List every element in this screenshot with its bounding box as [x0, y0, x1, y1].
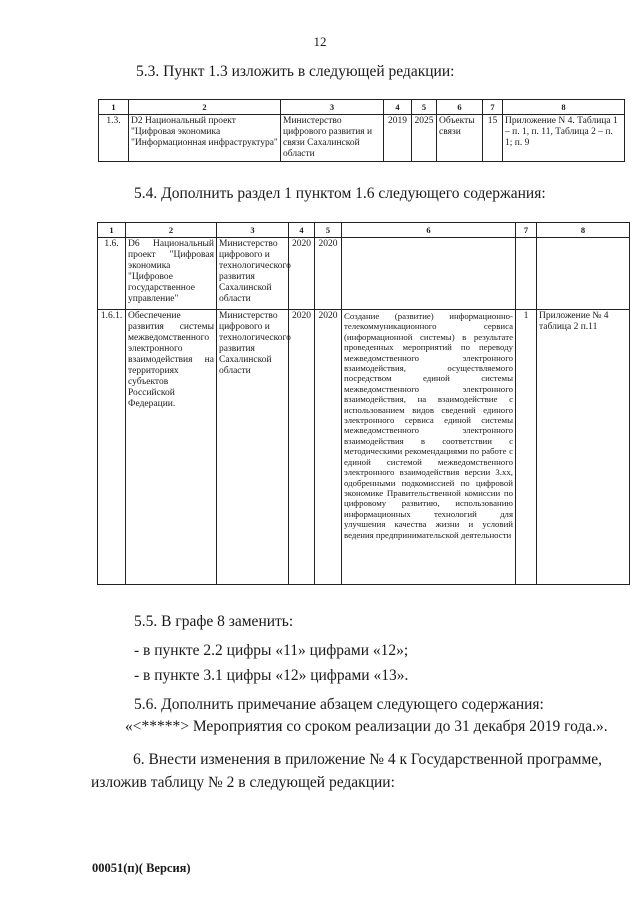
table-row	[98, 238, 630, 310]
table-2-header-cell: 5	[315, 223, 342, 238]
executor: Министерство цифрового развития и связи Сахалинской области	[281, 115, 384, 162]
table-1-header-cell: 2	[129, 100, 281, 115]
table-row	[98, 310, 630, 585]
event-name: D2 Национальный проект "Цифровая экономика "Информационная инфраструктура"	[129, 115, 281, 162]
link-to-appendix: Приложение N 4. Таблица 1 – п. 1, п. 11, Таблица 2 – п. 1; п. 9	[503, 115, 625, 162]
row-number: 1.3.	[99, 115, 129, 162]
table-1-header-cell: 5	[412, 100, 437, 115]
section-5-5-heading: 5.5. В графе 8 заменить:	[134, 613, 294, 630]
executor: Министерство цифрового и технологического развития Сахалинской области	[217, 310, 289, 585]
table-2-header-cell: 4	[289, 223, 315, 238]
row-number: 1.6.	[98, 238, 126, 310]
table-2-header-cell: 3	[217, 223, 289, 238]
event-name: Обеспечение развития системы межведомственного электронного взаимодействия на территориях субъектов Российской Федерации.	[126, 310, 217, 585]
table-1-header-cell: 4	[384, 100, 412, 115]
column-7-value	[516, 238, 537, 310]
row-number: 1.6.1.	[98, 310, 126, 585]
section-6-line-2: изложив таблицу № 2 в следующей редакции:	[91, 774, 395, 791]
start-year: 2020	[289, 310, 315, 585]
end-year: 2020	[315, 310, 342, 585]
section-5-3-heading: 5.3. Пункт 1.3 изложить в следующей редакции:	[136, 63, 455, 80]
link-to-appendix: Приложение № 4 таблица 2 п.11	[537, 310, 630, 585]
section-5-4-heading: 5.4. Дополнить раздел 1 пунктом 1.6 следующего содержания:	[134, 185, 546, 202]
event-name: D6 Национальный проект "Цифровая экономика "Цифровое государственное управление"	[126, 238, 217, 310]
start-year: 2020	[289, 238, 315, 310]
document-footer: 00051(п)( Версия)	[92, 861, 191, 875]
start-year: 2019	[384, 115, 412, 162]
result: Создание (развитие) информационно-телекоммуникационного сервиса (информационной системы) в результате проведенных мероприятий по переводу межведомственного электронного взаимодействия, осуществляемого посредством единой системы межведомственного электронного взаимодействия, на взаимодействие с использованием видов сведений единого электронного сервиса единой системы межведомственного электронного взаимодействия в соответствии с методическими рекомендациями по работе с единой системой межведомственного электронного взаимодействия версии 3.хх, одобренными подкомиссией по цифровой экономике Правительственной комиссии по цифровому развитию, использованию информационных технологий для улучшения качества жизни и условий ведения предпринимательской деятельности	[342, 310, 516, 585]
table-1	[98, 99, 625, 162]
table-1-header-cell: 7	[483, 100, 503, 115]
table-2-header-cell: 1	[98, 223, 126, 238]
table-2-header-cell: 6	[342, 223, 516, 238]
section-6-line-1: 6. Внести изменения в приложение № 4 к Государственной программе,	[133, 751, 603, 768]
table-row	[99, 115, 625, 162]
link-to-appendix	[537, 238, 630, 310]
column-7-value: 15	[483, 115, 503, 162]
section-5-6-heading: 5.6. Дополнить примечание абзацем следующего содержания:	[134, 696, 544, 713]
table-1-header-cell: 3	[281, 100, 384, 115]
note-text: «<*****> Мероприятия со сроком реализации до 31 декабря 2019 года.».	[125, 718, 608, 735]
executor: Министерство цифрового и технологического развития Сахалинской области	[217, 238, 289, 310]
table-2-header-cell: 2	[126, 223, 217, 238]
end-year: 2025	[412, 115, 437, 162]
table-2	[97, 222, 630, 585]
page-number: 12	[313, 34, 327, 49]
end-year: 2020	[315, 238, 342, 310]
table-2-header-cell: 7	[516, 223, 537, 238]
column-7-value: 1	[516, 310, 537, 585]
table-1-header-row	[99, 100, 625, 115]
result	[342, 238, 516, 310]
table-2-header-row	[98, 223, 630, 238]
table-1-header-cell: 6	[437, 100, 483, 115]
replacement-line-3-1: - в пункте 3.1 цифры «12» цифрами «13».	[134, 667, 409, 684]
table-1-header-cell: 1	[99, 100, 129, 115]
replacement-line-2-2: - в пункте 2.2 цифры «11» цифрами «12»;	[134, 642, 409, 659]
table-2-header-cell: 8	[537, 223, 630, 238]
table-1-header-cell: 8	[503, 100, 625, 115]
result: Объекты связи	[437, 115, 483, 162]
